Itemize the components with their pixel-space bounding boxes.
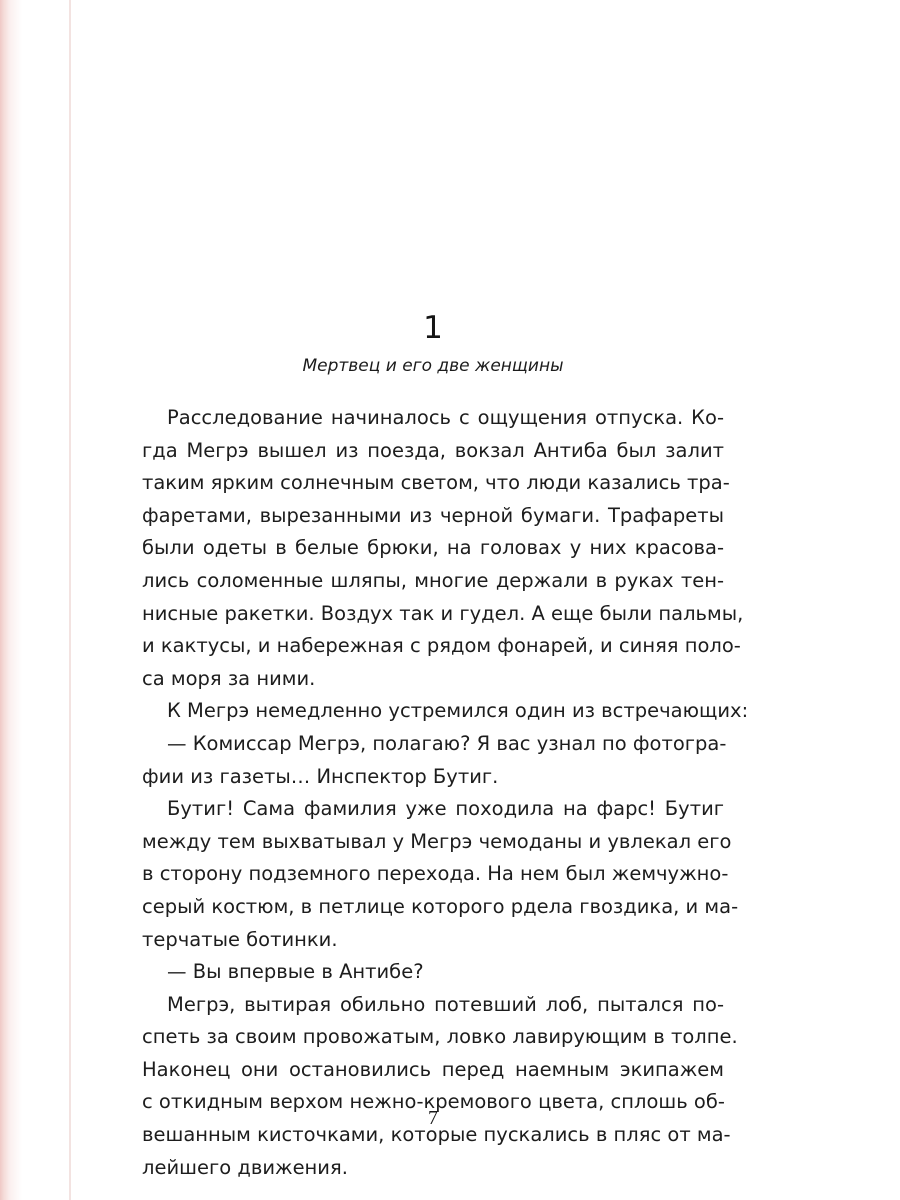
text-line: спеть за своим провожатым, ловко лавирующим в толпе. bbox=[142, 1025, 738, 1049]
text-line: таким ярким солнечным светом, что люди казались тра- bbox=[142, 471, 730, 495]
text-line: в сторону подземного перехода. На нем был жемчужно- bbox=[142, 862, 729, 886]
text-line: — Комиссар Мегрэ, полагаю? Я вас узнал по фотогра- bbox=[167, 731, 727, 755]
text-line: и кактусы, и набережная с рядом фонарей, и синяя поло- bbox=[142, 634, 741, 658]
text-line: Наконец они остановились перед наемным экипажем bbox=[142, 1057, 724, 1081]
text-line: с откидным верхом нежно-кремового цвета, сплошь об- bbox=[142, 1090, 725, 1114]
text-line: Расследование начиналось с ощущения отпуска. Ко- bbox=[167, 406, 724, 429]
text-line: гда Мегрэ вышел из поезда, вокзал Антиба был залит bbox=[142, 438, 724, 462]
text-line: были одеты в белые брюки, на головах у них красова- bbox=[142, 536, 724, 560]
body-text bbox=[142, 402, 749, 1184]
text-line: са моря за ними. bbox=[142, 666, 316, 690]
text-line: между тем выхватывал у Мегрэ чемоданы и увлекал его bbox=[142, 829, 732, 853]
text-line: вешанным кисточками, которые пускались в пляс от ма- bbox=[142, 1123, 731, 1147]
chapter-title: Мертвец и его две женщины bbox=[302, 356, 564, 376]
text-line: — Вы впервые в Антибе? bbox=[167, 960, 424, 984]
text-line: серый костюм, в петлице которого рдела гвоздика, и ма- bbox=[142, 894, 739, 918]
text-line: нисные ракетки. Воздух так и гудел. А еще были пальмы, bbox=[142, 601, 744, 625]
page-edge-shadow bbox=[0, 0, 74, 1200]
text-line: терчатые ботинки. bbox=[142, 927, 338, 951]
text-line: фии из газеты… Инспектор Бутиг. bbox=[142, 764, 499, 788]
chapter-number: 1 bbox=[423, 310, 443, 346]
text-line: фаретами, вырезанными из черной бумаги. Трафареты bbox=[142, 503, 724, 527]
page-number: 7 bbox=[428, 1107, 438, 1129]
text-line: Мегрэ, вытирая обильно потевший лоб, пытался по- bbox=[167, 992, 724, 1016]
page-edge-line bbox=[69, 0, 71, 1200]
text-line: лись соломенные шляпы, многие держали в руках тен- bbox=[142, 568, 724, 592]
text-line: К Мегрэ немедленно устремился один из встречающих: bbox=[167, 699, 749, 723]
text-line: Бутиг! Сама фамилия уже походила на фарс! Бутиг bbox=[167, 797, 724, 821]
text-line: лейшего движения. bbox=[142, 1155, 348, 1179]
